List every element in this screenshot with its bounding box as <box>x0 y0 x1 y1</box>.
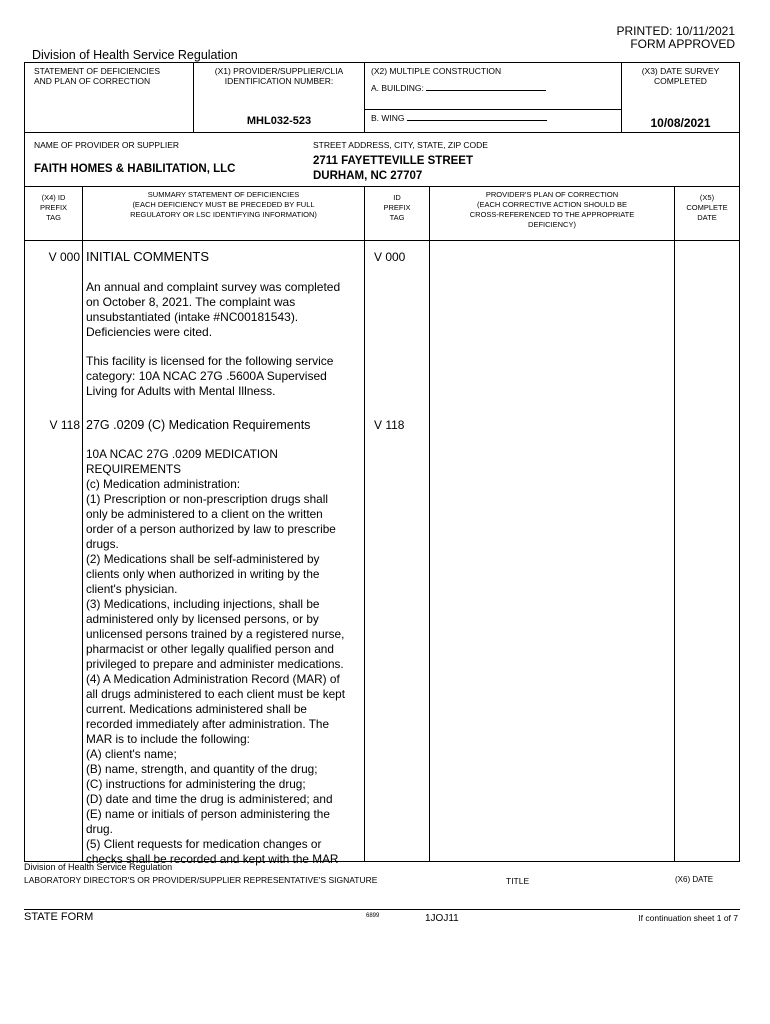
signature-label: LABORATORY DIRECTOR'S OR PROVIDER/SUPPLIER REPRESENTATIVE'S SIGNATURE <box>24 875 378 885</box>
row-tag: V 118 <box>49 418 80 432</box>
x3-date-completed: 10/08/2021 <box>650 116 711 130</box>
form-code: 6899 <box>366 913 380 919</box>
x2-label: (X2) MULTIPLE CONSTRUCTION <box>371 66 502 76</box>
row-id-tag: V 000 <box>374 250 406 264</box>
row-paragraph: An annual and complaint survey was completed on October 8, 2021. The complaint was unsubstantiated (intake #NC00181543). Deficiencies were cited. <box>86 280 341 339</box>
division-header: Division of Health Service Regulation <box>32 48 238 62</box>
provider-name-label: NAME OF PROVIDER OR SUPPLIER <box>34 140 179 150</box>
date-label: (X6) DATE <box>675 875 714 884</box>
row-title: INITIAL COMMENTS <box>86 249 210 264</box>
event-id: 1JOJ11 <box>425 913 459 924</box>
x2-building-label: A. BUILDING: <box>371 83 546 93</box>
x1-identification-number: MHL032-523 <box>246 115 312 127</box>
wing-field-line <box>407 120 547 121</box>
col-header-plan: PROVIDER'S PLAN OF CORRECTION (EACH CORRECTIVE ACTION SHOULD BE CROSS-REFERENCED TO THE APPROPRIATE DEFICIENCY) <box>469 190 635 229</box>
building-field-line <box>426 90 546 91</box>
footer-division: Division of Health Service Regulation <box>24 862 173 872</box>
col-header-id: ID PREFIX TAG <box>383 193 411 222</box>
row-paragraph: This facility is licensed for the following service category: 10A NCAC 27G .5600A Supervised Living for Adults with Mental Illness. <box>86 354 334 398</box>
title-label: TITLE <box>506 876 530 886</box>
x2-wing-label: B. WING <box>371 113 547 123</box>
row-tag: V 000 <box>48 250 80 264</box>
col-header-summary: SUMMARY STATEMENT OF DEFICIENCIES (EACH DEFICIENCY MUST BE PRECEDED BY FULL REGULATORY OR LSC IDENTIFYING INFORMATION) <box>130 190 317 219</box>
x1-label: (X1) PROVIDER/SUPPLIER/CLIA IDENTIFICATION NUMBER: <box>214 66 344 86</box>
address-label: STREET ADDRESS, CITY, STATE, ZIP CODE <box>313 140 488 150</box>
printed-date: PRINTED: 10/11/2021 <box>616 24 735 38</box>
form-approved: FORM APPROVED <box>630 37 735 51</box>
x3-label: (X3) DATE SURVEY COMPLETED <box>641 66 720 86</box>
col-header-x4: (X4) ID PREFIX TAG <box>39 193 68 222</box>
statement-label: STATEMENT OF DEFICIENCIES AND PLAN OF CORRECTION <box>34 66 161 86</box>
provider-name: FAITH HOMES & HABILITATION, LLC <box>34 163 236 175</box>
continuation-sheet: If continuation sheet 1 of 7 <box>638 913 738 923</box>
address-line-2: DURHAM, NC 27707 <box>313 170 423 182</box>
state-form-label: STATE FORM <box>24 911 94 923</box>
row-id-tag: V 118 <box>374 418 405 432</box>
col-header-x5: (X5) COMPLETE DATE <box>686 193 728 222</box>
address-line-1: 2711 FAYETTEVILLE STREET <box>313 155 473 167</box>
row-title: 27G .0209 (C) Medication Requirements <box>86 418 311 432</box>
row-paragraph: 10A NCAC 27G .0209 MEDICATION REQUIREMENTS (c) Medication administration: (1) Prescription or non-prescription drugs shall only be administered to a client on the written order of a person authorized by law to prescribe drugs. (2) Medications shall be self-administered by clients only when authorized in writing by the client's physician. (3) Medications, including injections, shall be administered only by licensed persons, or by unlicensed persons trained by a registered nurse, pharmacist or other legally qualified person and privileged to prepare and administer medications. (4) A Medication Administration Record (MAR) of all drugs administered to each client must be kept current. Medications administered shall be recorded immediately after administration. The MAR is to include the following: (A) client's name; (B) name, strength, and quantity of the drug; (C) instructions for administering the drug; (D) date and time the drug is administered; and (E) name or initials of person administering the drug. (5) Client requests for medication changes or checks shall be recorded and kept with the MAR <box>86 447 346 866</box>
